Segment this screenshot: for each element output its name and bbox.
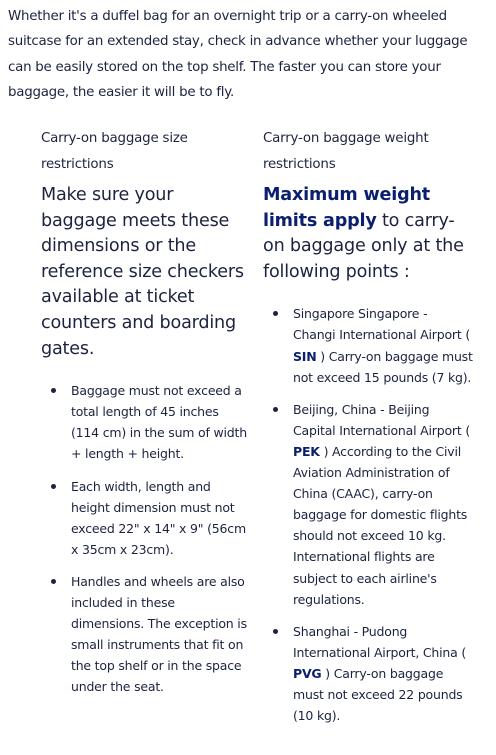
airport-code: PVG [293,665,322,681]
size-rules-list [41,380,247,697]
rule-text: ) According to the Civil Aviation Administration of China (CAAC), carry-on baggage for domestic flights should not exceed 10 kg. International flights are subject to each airline's regulations. [293,443,468,607]
weight-rules-list [263,303,473,726]
weight-section-headline [263,183,473,285]
airport-text: Beijing, China - Beijing Capital International Airport ( [293,401,470,438]
intro-paragraph: Whether it's a duffel bag for an overnight trip or a carry-on wheeled suitcase for an extended stay, check in advance whether your luggage can be easily stored on the top shelf. The faster you can store your baggage, the easier it will be to fly. [8,9,468,100]
rule-text: ) Carry-on baggage must not exceed 22 pounds (10 kg). [293,665,463,724]
size-section-title: Carry-on baggage size restrictions [41,131,188,172]
rule-text: ) Carry-on baggage must not exceed 15 pounds (7 kg). [293,348,473,385]
size-section-headline: Make sure your baggage meets these dimensions or the reference size checkers available at ticket counters and boarding gates. [41,185,244,359]
weight-restrictions-section [263,126,473,737]
list-item [263,399,473,610]
list-item: Handles and wheels are also included in these dimensions. The exception is small instruments that fit on the top shelf or in the space under the seat. [41,571,247,698]
weight-section-title: Carry-on baggage weight restrictions [263,131,429,172]
airport-code: PEK [293,443,320,459]
list-item: Each width, length and height dimension must not exceed 22" x 14" x 9" (56cm x 35cm x 23cm). [41,476,247,560]
airport-code: SIN [293,348,317,364]
weight-headline-bold: Maximum weight limits apply [263,185,431,231]
size-restrictions-section [41,126,247,708]
airport-text: Singapore Singapore - Changi International Airport ( [293,306,471,343]
list-item [263,621,473,726]
weight-headline-rest: to carry-on baggage only at the following points : [263,210,464,282]
list-item [263,303,473,387]
list-item: Baggage must not exceed a total length of 45 inches (114 cm) in the sum of width + length + height. [41,380,247,464]
airport-text: Shanghai - Pudong International Airport, China ( [293,623,467,660]
